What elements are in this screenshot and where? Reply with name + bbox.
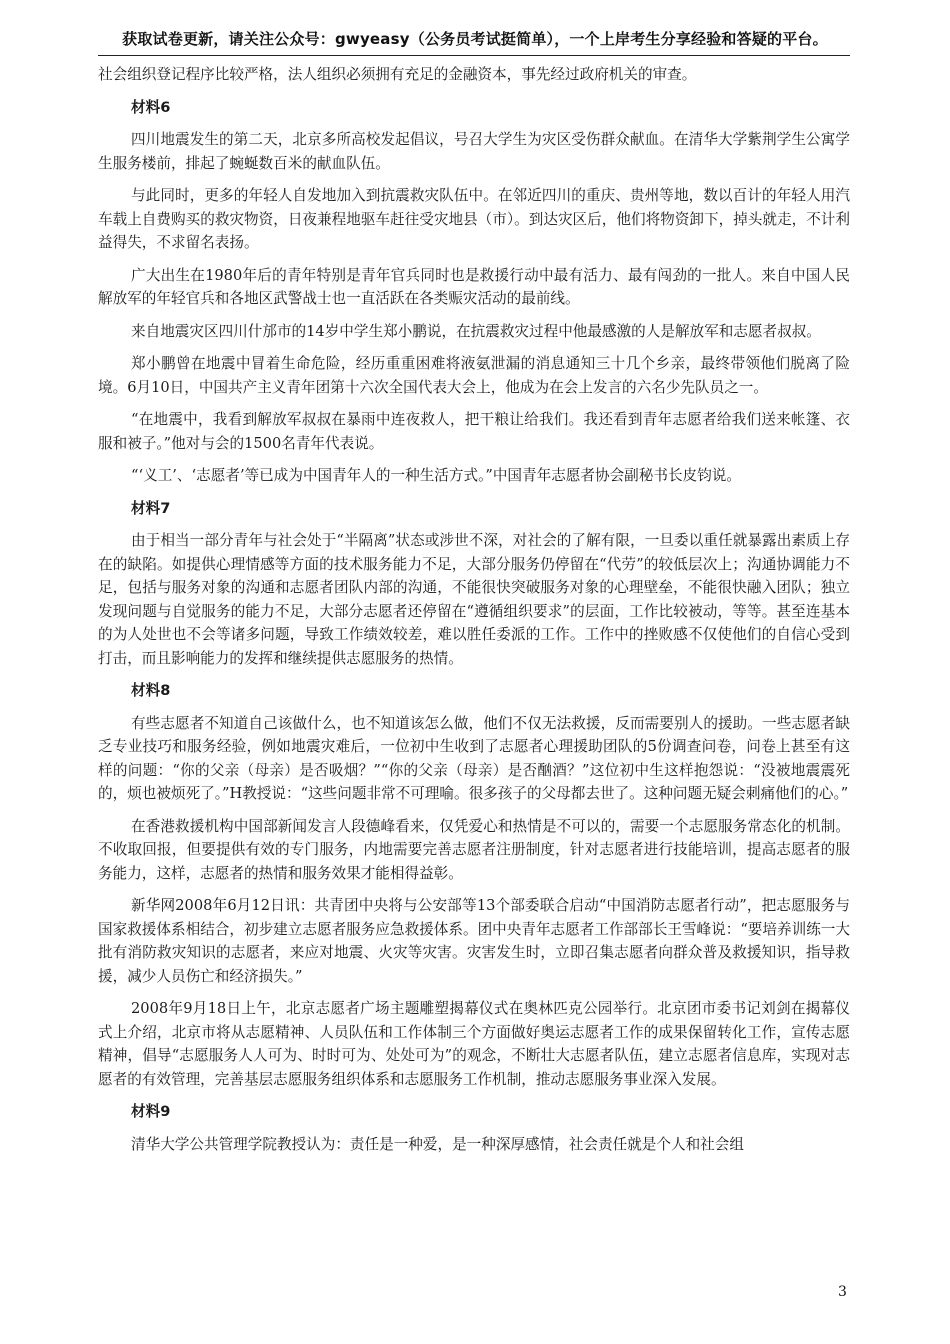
paragraph: 郑小鹏曾在地震中冒着生命危险，经历重重困难将液氨泄漏的消息通知三十几个乡亲，最终带领他们脱离了险境。6月10日，中国共产主义青年团第十六次全国代表大会上，他成为在会上发言的六名少先队员之一。 bbox=[98, 355, 850, 396]
header-divider bbox=[98, 55, 850, 56]
paragraph: 广大出生在1980年后的青年特别是青年官兵同时也是救援行动中最有活力、最有闯劲的一批人。来自中国人民解放军的年轻官兵和各地区武警战士也一直活跃在各类赈灾活动的最前线。 bbox=[98, 266, 850, 307]
page-number: 3 bbox=[838, 1284, 847, 1300]
paragraph: 来自地震灾区四川什邡市的14岁中学生郑小鹏说，在抗震救灾过程中他最感激的人是解放军和志愿者叔叔。 bbox=[131, 322, 821, 340]
paragraph-continued: 社会组织登记程序比较严格，法人组织必须拥有充足的金融资本，事先经过政府机关的审查。 bbox=[98, 66, 697, 83]
section-heading-material-6: 材料6 bbox=[131, 98, 171, 116]
paragraph: 清华大学公共管理学院教授认为：责任是一种爱，是一种深厚感情，社会责任就是个人和社会组 bbox=[131, 1135, 744, 1153]
paragraph: “‘义工’、‘志愿者’等已成为中国青年人的一种生活方式。”中国青年志愿者协会副秘书长皮钧说。 bbox=[131, 467, 741, 484]
paragraph: 在香港救援机构中国部新闻发言人段德峰看来，仅凭爱心和热情是不可以的，需要一个志愿服务常态化的机制。不收取回报，但要提供有效的专门服务，内地需要完善志愿者注册制度，针对志愿者进行技能培训，提高志愿者的服务能力，这样，志愿者的热情和服务效果才能相得益彰。 bbox=[98, 817, 850, 882]
document-body bbox=[98, 63, 850, 1165]
page-header-notice: 获取试卷更新，请关注公众号：gwyeasy（公务员考试挺简单），一个上岸考生分享经验和答疑的平台。 bbox=[122, 30, 828, 48]
paragraph: 新华网2008年6月12日讯：共青团中央将与公安部等13个部委联合启动“中国消防志愿者行动”，把志愿服务与国家救援体系相结合，初步建立志愿者服务应急救援体系。团中央青年志愿者工作部部长王雪峰说：“要培养训练一大批有消防救灾知识的志愿者，来应对地震、火灾等灾害。灾害发生时，立即召集志愿者向群众普及救援知识，指导救援，减少人员伤亡和经济损失。” bbox=[98, 897, 850, 985]
section-heading-material-8: 材料8 bbox=[131, 682, 171, 699]
paragraph: 与此同时，更多的年轻人自发地加入到抗震救灾队伍中。在邻近四川的重庆、贵州等地，数以百计的年轻人用汽车载上自费购买的救灾物资，日夜兼程地驱车赶往受灾地县（市）。到达灾区后，他们将物资卸下，掉头就走，不计利益得失，不求留名表扬。 bbox=[98, 187, 850, 251]
paragraph: 四川地震发生的第二天，北京多所高校发起倡议，号召大学生为灾区受伤群众献血。在清华大学紫荆学生公寓学生服务楼前，排起了蜿蜒数百米的献血队伍。 bbox=[98, 131, 850, 172]
paragraph: “在地震中，我看到解放军叔叔在暴雨中连夜救人，把干粮让给我们。我还看到青年志愿者给我们送来帐篷、衣服和被子。”他对与会的1500名青年代表说。 bbox=[98, 411, 850, 452]
paragraph: 由于相当一部分青年与社会处于“半隔离”状态或涉世不深，对社会的了解有限，一旦委以重任就暴露出素质上存在的缺陷。如提供心理情感等方面的技术服务能力不足，大部分服务仍停留在“代劳”的较低层次上；沟通协调能力不足，包括与服务对象的沟通和志愿者团队内部的沟通，不能很快突破服务对象的心理壁垒，不能很快融入团队；独立发现问题与自觉服务的能力不足，大部分志愿者还停留在“遵循组织要求”的层面，工作比较被动，等等。甚至连基本的为人处世也不会等诸多问题，导致工作绩效较差，难以胜任委派的工作。工作中的挫败感不仅使他们的自信心受到打击，而且影响能力的发挥和继续提供志愿服务的热情。 bbox=[98, 532, 850, 667]
paragraph: 2008年9月18日上午，北京志愿者广场主题雕塑揭幕仪式在奥林匹克公园举行。北京团市委书记刘剑在揭幕仪式上介绍，北京市将从志愿精神、人员队伍和工作体制三个方面做好奥运志愿者工作的成果保留转化工作，宣传志愿精神，倡导“志愿服务人人可为、时时可为、处处可为”的观念，不断壮大志愿者队伍，建立志愿者信息库，实现对志愿者的有效管理，完善基层志愿服务组织体系和志愿服务工作机制，推动志愿服务事业深入发展。 bbox=[98, 1000, 850, 1088]
paragraph: 有些志愿者不知道自己该做什么，也不知道该怎么做，他们不仅无法救援，反而需要别人的援助。一些志愿者缺乏专业技巧和服务经验，例如地震灾难后，一位初中生收到了志愿者心理援助团队的5份调查问卷，问卷上甚至有这样的问题：“你的父亲（母亲）是否吸烟？”“你的父亲（母亲）是否酗酒？”这位初中生这样抱怨说：“没被地震震死的，烦也被烦死了。”H教授说：“这些问题非常不可理喻。很多孩子的父母都去世了。这种问题无疑会刺痛他们的心。” bbox=[98, 714, 850, 802]
section-heading-material-7: 材料7 bbox=[131, 499, 171, 517]
section-heading-material-9: 材料9 bbox=[131, 1103, 171, 1120]
